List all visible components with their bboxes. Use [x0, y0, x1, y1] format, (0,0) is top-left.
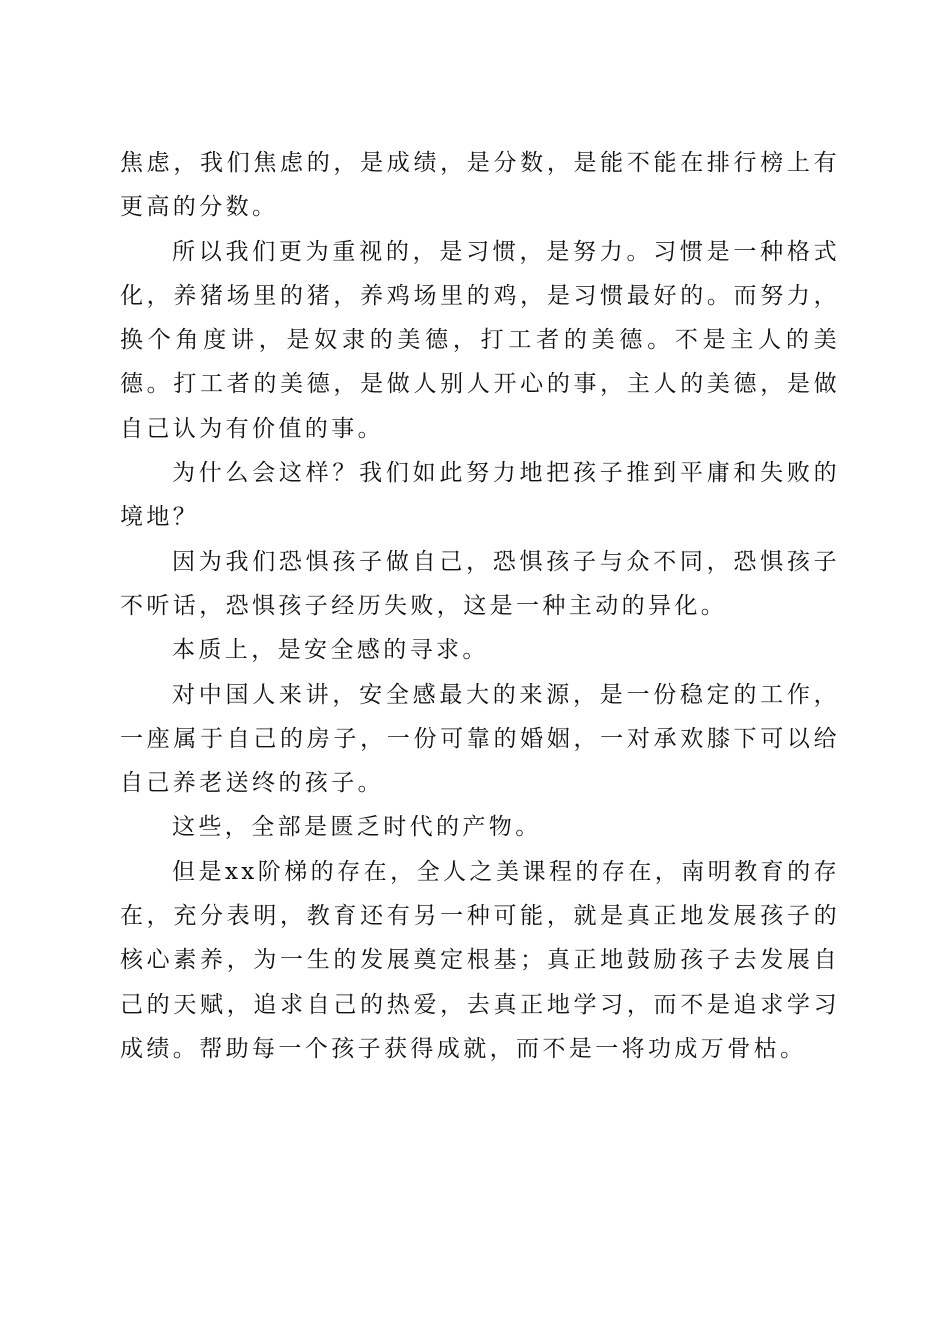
document-body [120, 141, 840, 1071]
paragraph-5: 本质上，是安全感的寻求。 [172, 637, 489, 664]
paragraph-8: 但是xx阶梯的存在，全人之美课程的存在，南明教育的存在，充分表明，教育还有另一种可能，就是真正地发展孩子的核心素养，为一生的发展奠定根基；真正地鼓励孩子去发展自己的天赋，追求自己的热爱，去真正地学习，而不是追求学习成绩。帮助每一个孩子获得成就，而不是一将功成万骨枯。 [120, 858, 840, 1062]
paragraph-7: 这些，全部是匮乏时代的产物。 [172, 814, 542, 841]
paragraph-6: 对中国人来讲，安全感最大的来源，是一份稳定的工作，一座属于自己的房子，一份可靠的婚姻，一对承欢膝下可以给自己养老送终的孩子。 [120, 681, 840, 797]
paragraph-3: 为什么会这样？我们如此努力地把孩子推到平庸和失败的境地？ [120, 460, 840, 531]
paragraph-2: 所以我们更为重视的，是习惯，是努力。习惯是一种格式化，养猪场里的猪，养鸡场里的鸡，是习惯最好的。而努力，换个角度讲，是奴隶的美德，打工者的美德。不是主人的美德。打工者的美德，是做人别人开心的事，主人的美德，是做自己认为有价值的事。 [120, 238, 840, 442]
paragraph-1: 焦虑，我们焦虑的，是成绩，是分数，是能不能在排行榜上有更高的分数。 [120, 150, 840, 221]
paragraph-4: 因为我们恐惧孩子做自己，恐惧孩子与众不同，恐惧孩子不听话，恐惧孩子经历失败，这是一种主动的异化。 [120, 548, 840, 619]
